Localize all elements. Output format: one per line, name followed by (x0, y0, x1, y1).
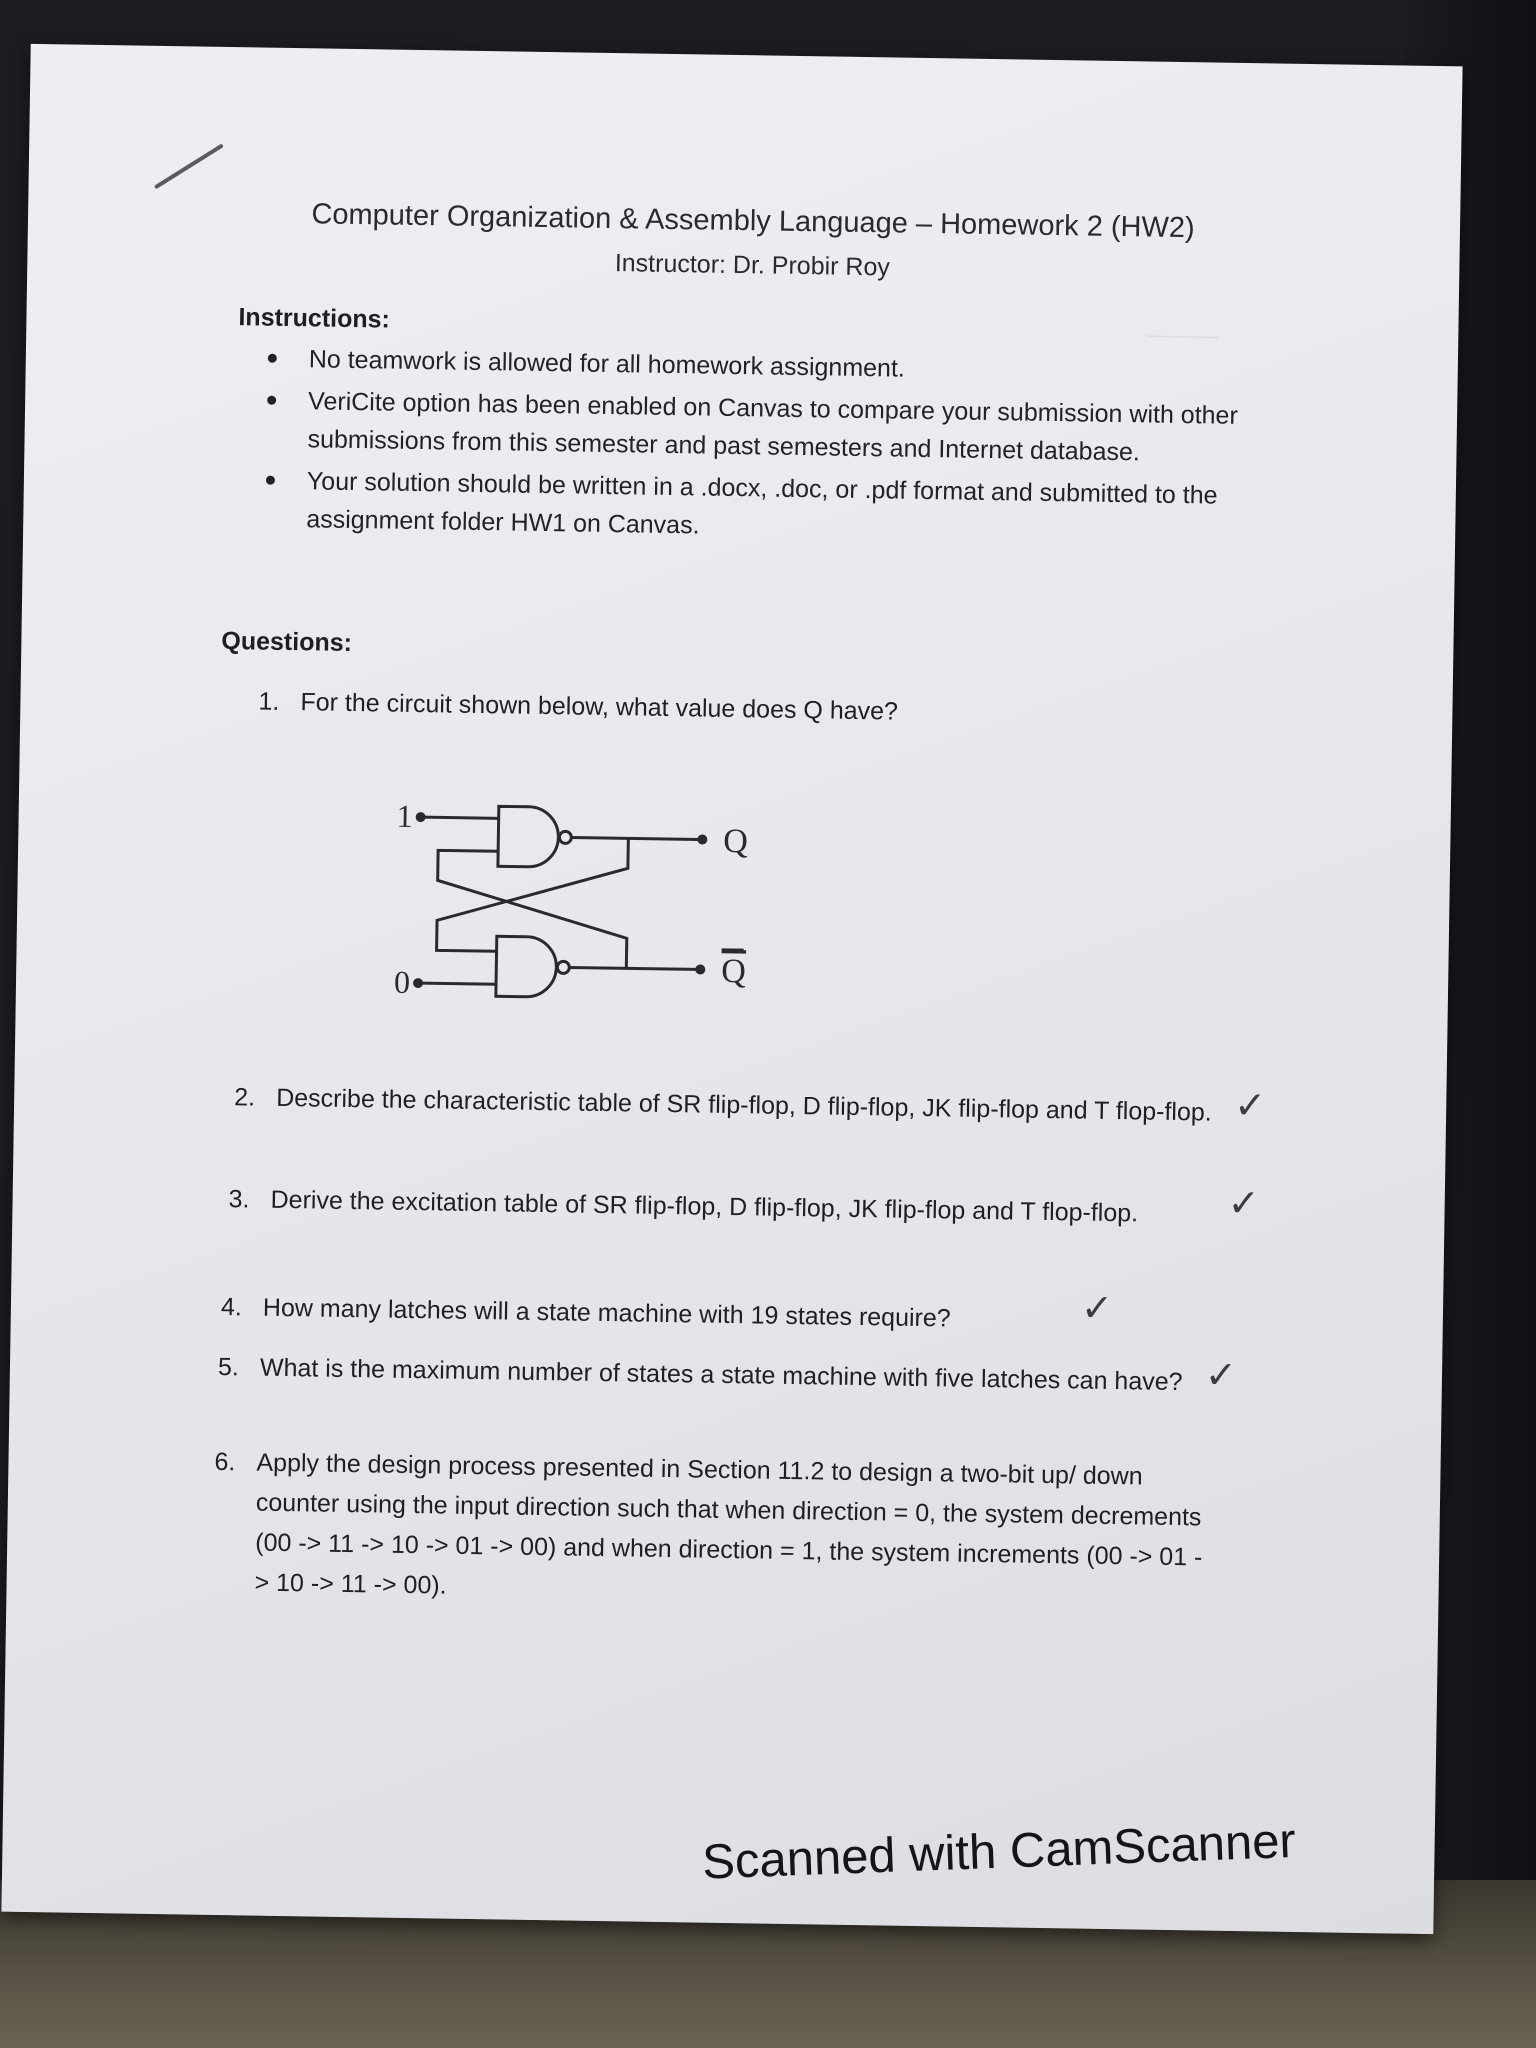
check-mark-icon: ✓ (1233, 1082, 1267, 1128)
check-mark-icon: ✓ (1227, 1180, 1260, 1226)
question-6 (212, 1442, 1214, 1618)
camscanner-watermark: Scanned with CamScanner (701, 1813, 1297, 1890)
question-2 (234, 1077, 1215, 1132)
bleed-through-text: ——— (1146, 321, 1219, 350)
input-bottom-label: 0 (393, 963, 411, 1000)
question-text: Derive the excitation table of SR flip-flop, D flip-flop, JK flip-flop and T flop-flop. (270, 1185, 1139, 1228)
question-text: For the circuit shown below, what value does Q have? (300, 688, 899, 726)
output-q-label: Q (723, 822, 749, 861)
output-qbar-label: Q (720, 952, 747, 991)
bullet-icon (266, 476, 275, 485)
output-qbar-terminal (695, 964, 705, 974)
top-nand-gate (498, 806, 559, 867)
instructions-list (251, 339, 1254, 557)
question-number: 4. (220, 1293, 243, 1322)
question-5 (218, 1347, 1199, 1402)
question-number: 2. (234, 1083, 256, 1112)
output-qbar-wire (569, 967, 696, 969)
question-text: How many latches will a state machine with 19 states require? (262, 1293, 951, 1333)
question-text: Describe the characteristic table of SR flip-flop, D flip-flop, JK flip-flop and T flop-flop. (276, 1083, 1212, 1127)
question-number: 6. (214, 1447, 236, 1477)
bottom-nand-gate (496, 936, 557, 997)
instruction-item: No teamwork is allowed for all homework assignment. (254, 339, 1254, 393)
question-number: 3. (228, 1185, 250, 1214)
check-mark-icon: ✓ (1080, 1285, 1114, 1331)
pen-mark (154, 143, 224, 189)
question-1 (258, 682, 1269, 738)
homework-page (1, 44, 1462, 1934)
output-q-terminal (697, 834, 707, 844)
latch-circuit-diagram (375, 784, 839, 1031)
bullet-icon (268, 354, 277, 363)
input-top-label: 1 (396, 797, 413, 834)
bottom-gate-inverter-bubble (557, 961, 569, 973)
question-number: 1. (258, 687, 280, 716)
question-3 (228, 1179, 1209, 1234)
instruction-item: Your solution should be written in a .docx, .doc, or .pdf format and submitted to the assignment folder HW1 on Canvas. (251, 461, 1252, 553)
feedback-wire-q (437, 835, 629, 953)
input-bottom-terminal (413, 978, 423, 988)
question-4 (221, 1287, 1232, 1343)
input-top-terminal (416, 812, 426, 822)
instructions-heading: Instructions: (238, 303, 391, 334)
bullet-icon (267, 396, 276, 405)
question-number: 5. (217, 1352, 240, 1382)
check-mark-icon: ✓ (1204, 1352, 1238, 1397)
question-text: Apply the design process presented in Section 11.2 to design a two-bit up/ down counter using the input direction such that when direction = 0, the system decrements (00 -> 11 -> 10 -> 01 -> 00) and when direction = 1, the system increments (00 -> 01 -> 10 -> 11 -> 00). (254, 1448, 1203, 1600)
document-title: Computer Organization & Assembly Language – Homework 2 (HW2) (311, 198, 1195, 245)
top-gate-inverter-bubble (559, 831, 571, 843)
input-top-wire (424, 817, 499, 818)
instruction-item: VeriCite option has been enabled on Canvas to compare your submission with other submissions from this semester and past semesters and Internet database. (252, 381, 1253, 473)
output-q-wire (571, 837, 698, 839)
question-text: What is the maximum number of states a state machine with five latches can have? (259, 1353, 1183, 1397)
questions-heading: Questions: (221, 626, 353, 657)
instructor-line: Instructor: Dr. Probir Roy (614, 249, 891, 282)
input-bottom-wire (421, 983, 496, 984)
